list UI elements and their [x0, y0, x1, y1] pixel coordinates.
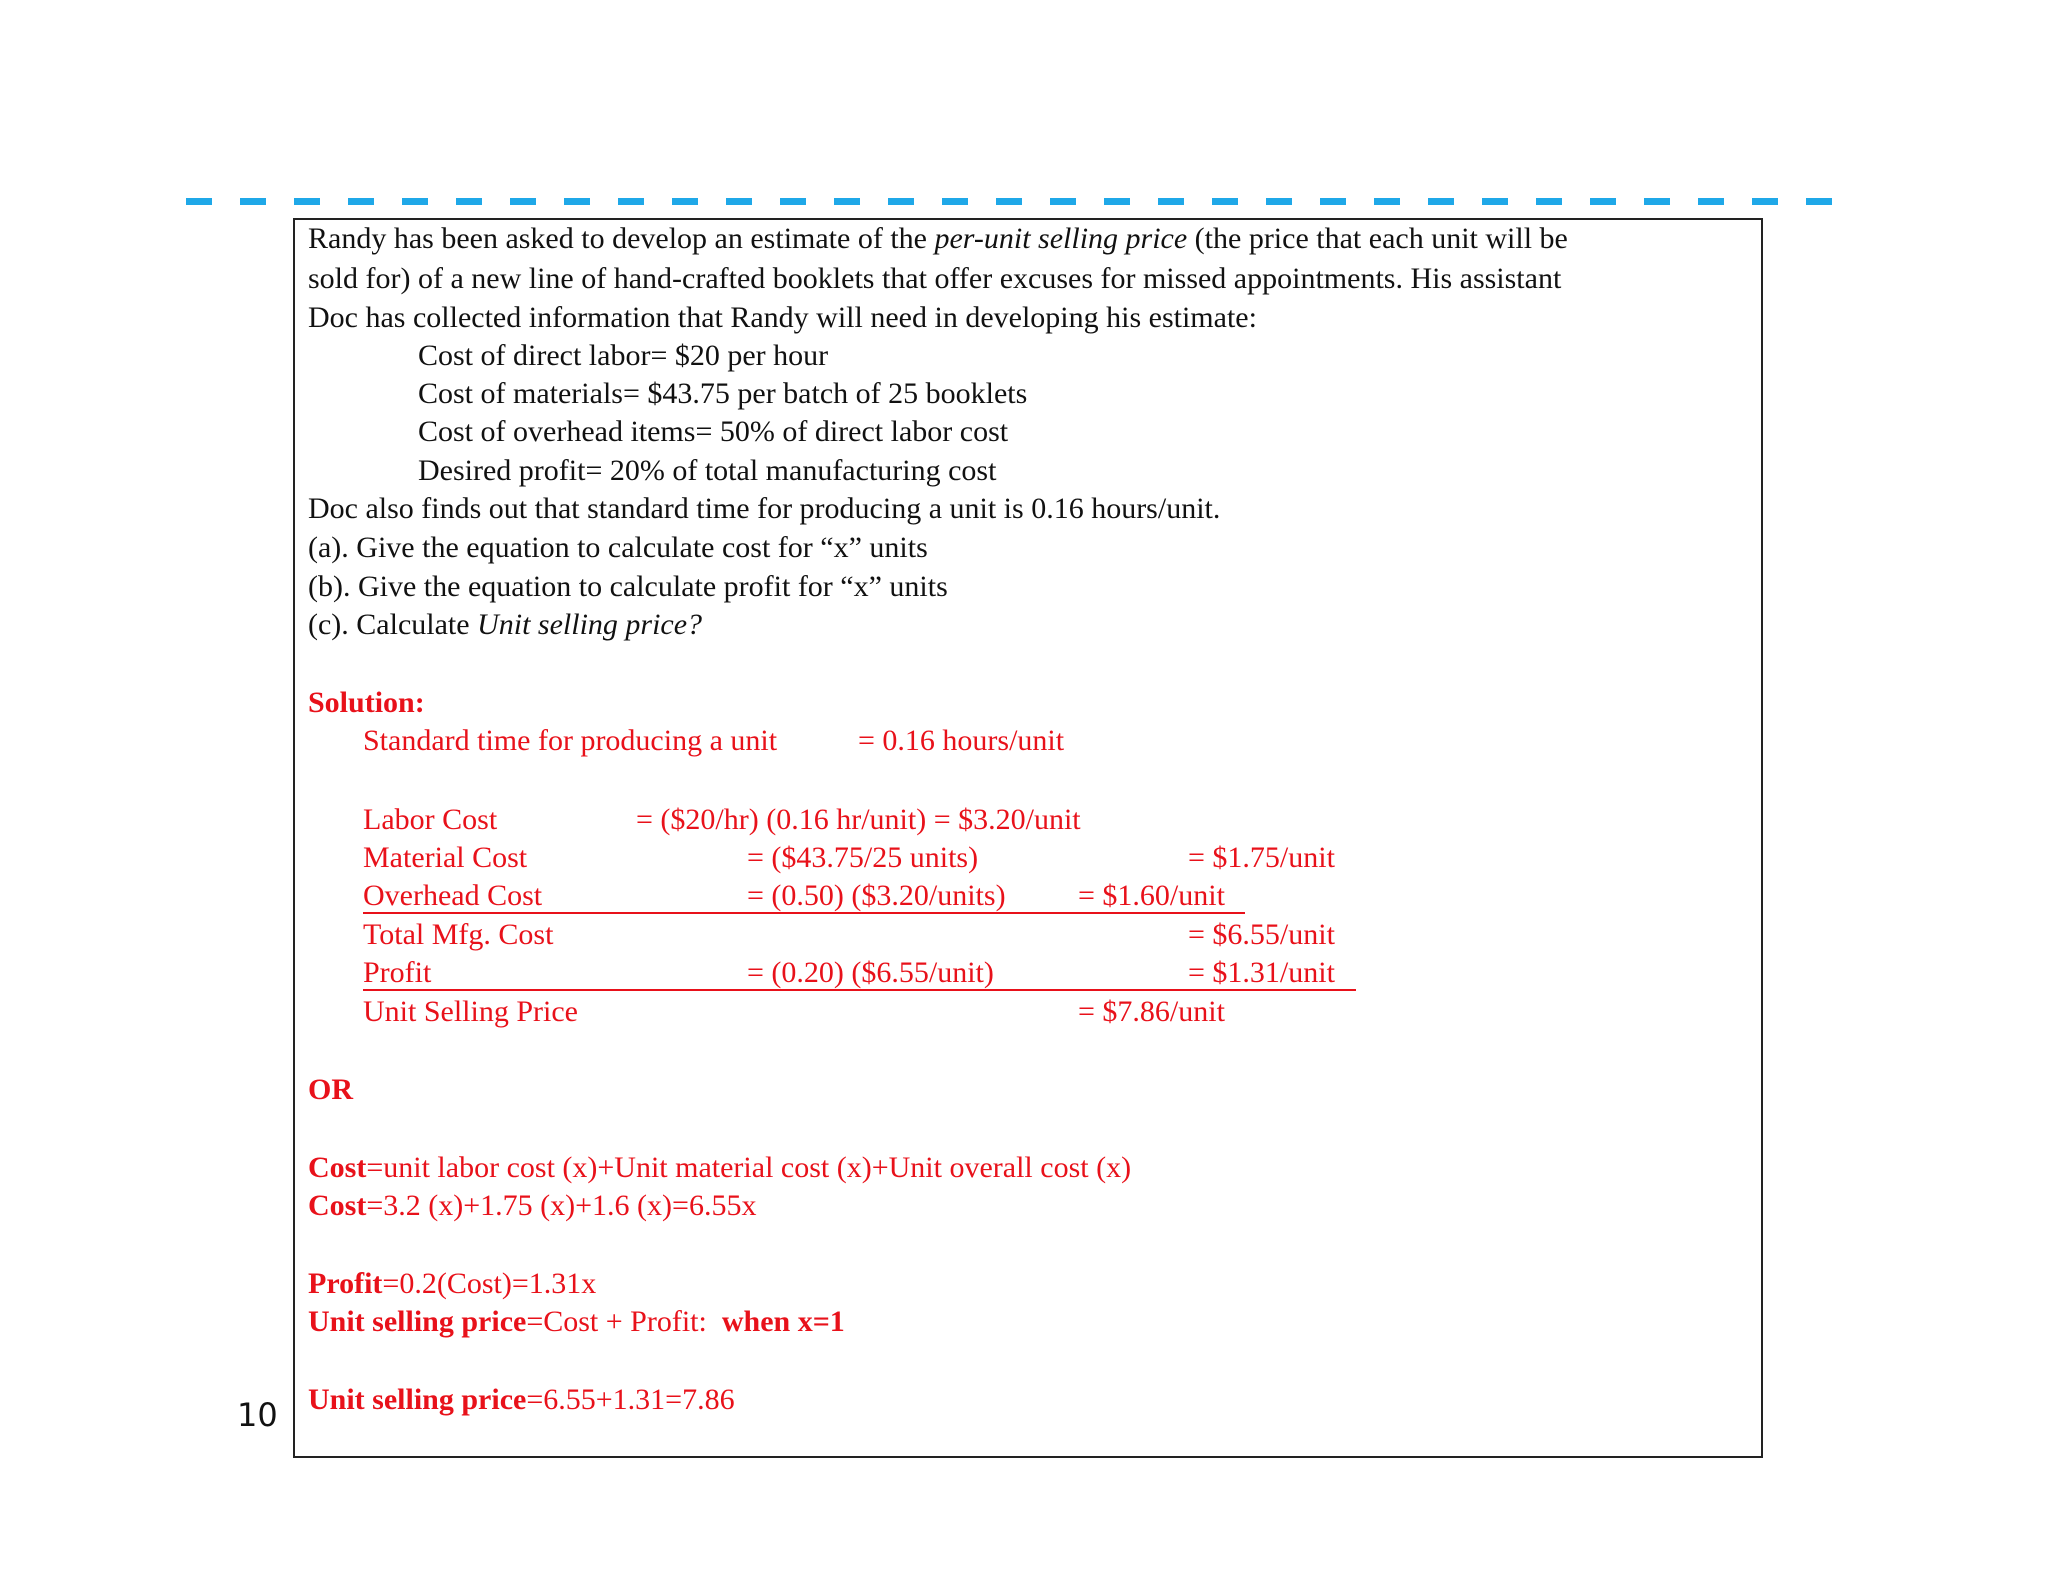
profit-equation — [308, 1266, 596, 1302]
profit-label: Profit — [363, 956, 432, 989]
usp-equation-1 — [308, 1304, 845, 1340]
question-c-prefix: (c). Calculate — [308, 608, 478, 641]
question-a: (a). Give the equation to calculate cost for “x” units — [308, 531, 928, 564]
unit-selling-price-value: = $7.86/unit — [1078, 995, 1225, 1028]
usp-equation-1-label: Unit selling price — [308, 1305, 527, 1338]
total-mfg-cost-label: Total Mfg. Cost — [363, 918, 554, 951]
profit-calc: = (0.20) ($6.55/unit) — [747, 956, 994, 989]
cost-equation-1 — [308, 1150, 1131, 1186]
page-number: 10 — [237, 1396, 278, 1434]
solution-heading: Solution: — [308, 686, 425, 719]
labor-cost-label: Labor Cost — [363, 803, 498, 836]
problem-line-1-text-end: (the price that each unit will be — [1187, 222, 1568, 255]
profit-equation-label: Profit — [308, 1267, 383, 1300]
dashed-separator — [186, 198, 1842, 205]
labor-cost-calc: = ($20/hr) (0.16 hr/unit) = $3.20/unit — [636, 803, 1081, 836]
usp-equation-2 — [308, 1382, 735, 1418]
overhead-cost-value: = $1.60/unit — [1078, 879, 1225, 912]
material-cost-value: = $1.75/unit — [1188, 841, 1335, 874]
profit-value: = $1.31/unit — [1188, 956, 1335, 989]
or-divider: OR — [308, 1073, 353, 1106]
problem-line-2: sold for) of a new line of hand-crafted booklets that offer excuses for missed appointments. His assistant — [308, 262, 1562, 295]
std-time-label: Standard time for producing a unit — [363, 724, 778, 757]
cost-equation-2 — [308, 1188, 756, 1224]
standard-time-line: Doc also finds out that standard time for producing a unit is 0.16 hours/unit. — [308, 492, 1221, 525]
question-b: (b). Give the equation to calculate profit for “x” units — [308, 570, 948, 603]
std-time-value: = 0.16 hours/unit — [858, 724, 1065, 757]
cost-equation-2-body: =3.2 (x)+1.75 (x)+1.6 (x)=6.55x — [366, 1189, 757, 1222]
given-item-profit: Desired profit= 20% of total manufacturing cost — [418, 454, 997, 487]
profit-equation-body: =0.2(Cost)=1.31x — [382, 1267, 597, 1300]
problem-line-1-text: Randy has been asked to develop an estimate of the — [308, 222, 935, 255]
problem-line-3: Doc has collected information that Randy will need in developing his estimate: — [308, 301, 1257, 334]
overhead-cost-label: Overhead Cost — [363, 879, 543, 912]
given-item-materials: Cost of materials= $43.75 per batch of 25 booklets — [418, 377, 1028, 410]
material-cost-calc: = ($43.75/25 units) — [747, 841, 979, 874]
question-c — [308, 607, 702, 643]
material-cost-label: Material Cost — [363, 841, 528, 874]
unit-selling-price-label: Unit Selling Price — [363, 995, 578, 1028]
cost-equation-1-body: =unit labor cost (x)+Unit material cost (x)+Unit overall cost (x) — [366, 1151, 1132, 1184]
overhead-underline — [363, 912, 1245, 914]
usp-equation-2-label: Unit selling price — [308, 1383, 527, 1416]
usp-equation-1-condition: when x=1 — [721, 1305, 845, 1338]
per-unit-selling-price-emphasis: per-unit selling price — [934, 222, 1188, 255]
overhead-cost-calc: = (0.50) ($3.20/units) — [747, 879, 1006, 912]
problem-line-1 — [308, 221, 1568, 257]
usp-equation-1-body: =Cost + Profit: — [526, 1305, 707, 1338]
question-c-emphasis: Unit selling price? — [477, 608, 703, 641]
cost-equation-1-label: Cost — [308, 1151, 367, 1184]
given-item-labor: Cost of direct labor= $20 per hour — [418, 339, 829, 372]
usp-equation-2-body: =6.55+1.31=7.86 — [526, 1383, 735, 1416]
given-item-overhead: Cost of overhead items= 50% of direct labor cost — [418, 415, 1009, 448]
profit-underline — [363, 989, 1356, 991]
total-mfg-cost-value: = $6.55/unit — [1188, 918, 1335, 951]
cost-equation-2-label: Cost — [308, 1189, 367, 1222]
